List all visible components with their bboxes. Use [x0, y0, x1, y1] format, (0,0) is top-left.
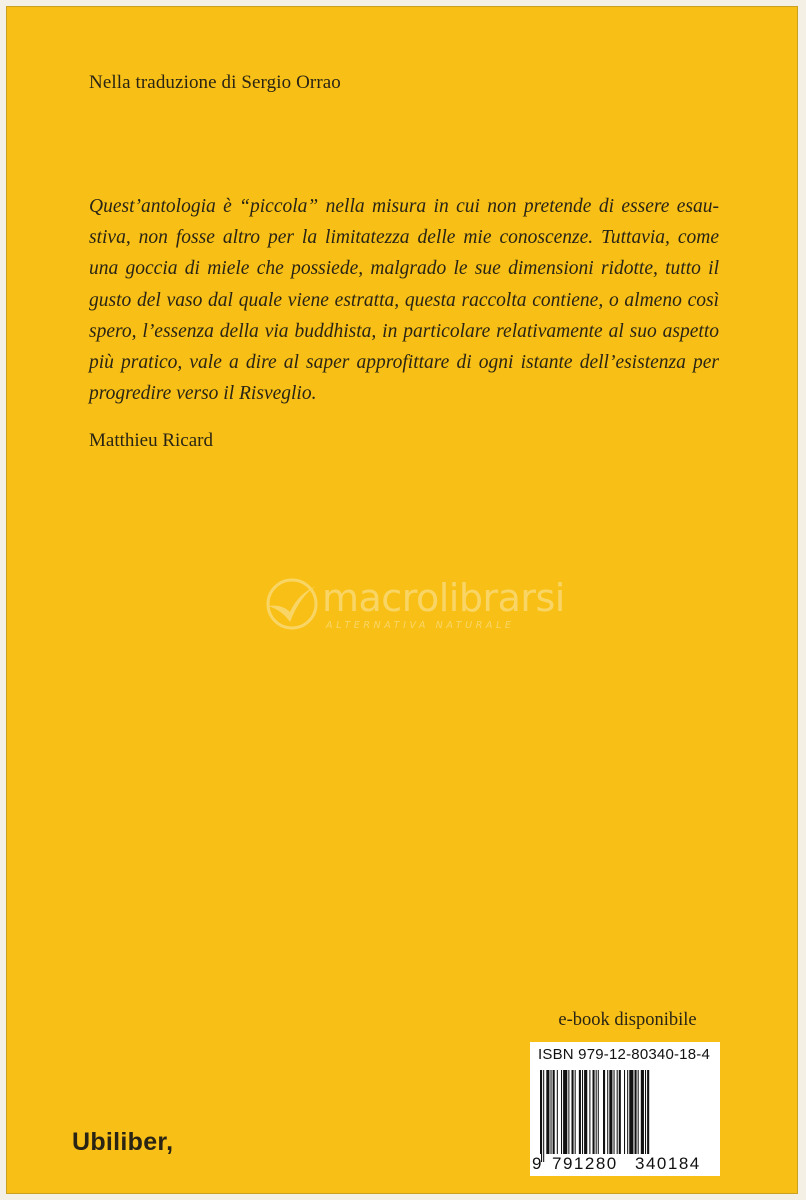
barcode-bar — [645, 1070, 646, 1154]
barcode-bar — [638, 1070, 639, 1154]
leaf-check-icon — [262, 576, 318, 632]
barcode-bar — [609, 1070, 612, 1154]
barcode-bar — [617, 1070, 618, 1154]
barcode-bar — [543, 1070, 544, 1162]
barcode-bar — [624, 1070, 625, 1154]
barcode-bar — [553, 1070, 555, 1154]
barcode-bar — [603, 1070, 605, 1154]
quote-line: una goccia di miele che possiede, malgrado le sue dimensioni ridotte, tutto il — [89, 258, 719, 280]
barcode-bar — [593, 1070, 595, 1154]
barcode-bar — [614, 1070, 615, 1154]
barcode-bar — [641, 1070, 644, 1154]
barcode-bar — [579, 1070, 581, 1154]
barcode-bar — [561, 1070, 562, 1154]
barcode-bar — [557, 1070, 558, 1154]
barcode-right-group: 340184 — [635, 1154, 701, 1173]
barcode-bar — [596, 1070, 597, 1162]
quote-line: progredire verso il Risveglio. — [89, 383, 317, 405]
barcode-bar — [627, 1070, 628, 1154]
quote-line: stiva, non fosse altro per la limitatezza delle mie conoscenze. Tuttavia, come — [89, 227, 719, 249]
barcode-bar — [568, 1070, 569, 1154]
barcode-bar — [598, 1070, 599, 1154]
barcode-first-digit: 9 — [532, 1154, 542, 1173]
barcode-bar — [635, 1070, 637, 1154]
barcode-bar — [572, 1070, 574, 1154]
barcode-left-group: 791280 — [552, 1154, 618, 1173]
quote-line: spero, l’essenza della via buddhista, in particolare relativamente al suo aspetto — [89, 320, 719, 342]
watermark-tagline: ALTERNATIVA NATURALE — [326, 620, 515, 631]
barcode-bar — [584, 1070, 587, 1154]
back-cover — [6, 6, 798, 1194]
barcode-bar — [575, 1070, 576, 1154]
barcode-bar — [629, 1070, 633, 1154]
quote-line: gusto del vaso dal quale viene estratta, questa raccolta contiene, o almeno così — [89, 289, 719, 311]
barcode-bars — [538, 1070, 714, 1162]
blurb-quote — [89, 191, 719, 409]
translator-credit: Nella traduzione di Sergio Orrao — [89, 72, 341, 93]
barcode-bar — [563, 1070, 567, 1154]
barcode-bar — [607, 1070, 608, 1154]
quote-line: più pratico, vale a dire al saper approfittare di ogni istante dell’esistenza per — [89, 352, 719, 374]
barcode-bar — [619, 1070, 621, 1154]
macrolibrarsi-watermark — [262, 574, 572, 644]
isbn-number: ISBN 979-12-80340-18-4 — [538, 1046, 711, 1063]
barcode-bar — [647, 1070, 649, 1162]
barcode-bar — [546, 1070, 549, 1154]
quote-line: Quest’antologia è “piccola” nella misura in cui non pretende di essere esau- — [89, 196, 719, 217]
barcode-bar — [589, 1070, 590, 1154]
barcode-bar — [540, 1070, 542, 1162]
publisher-logo: Ubiliber, — [72, 1128, 174, 1156]
watermark-brand: macrolibrarsi — [322, 576, 565, 620]
quote-author: Matthieu Ricard — [89, 430, 213, 451]
isbn-barcode — [530, 1042, 720, 1176]
barcode-bar — [582, 1070, 583, 1154]
barcode-bar — [551, 1070, 552, 1154]
ebook-availability: e-book disponibile — [558, 1010, 697, 1030]
